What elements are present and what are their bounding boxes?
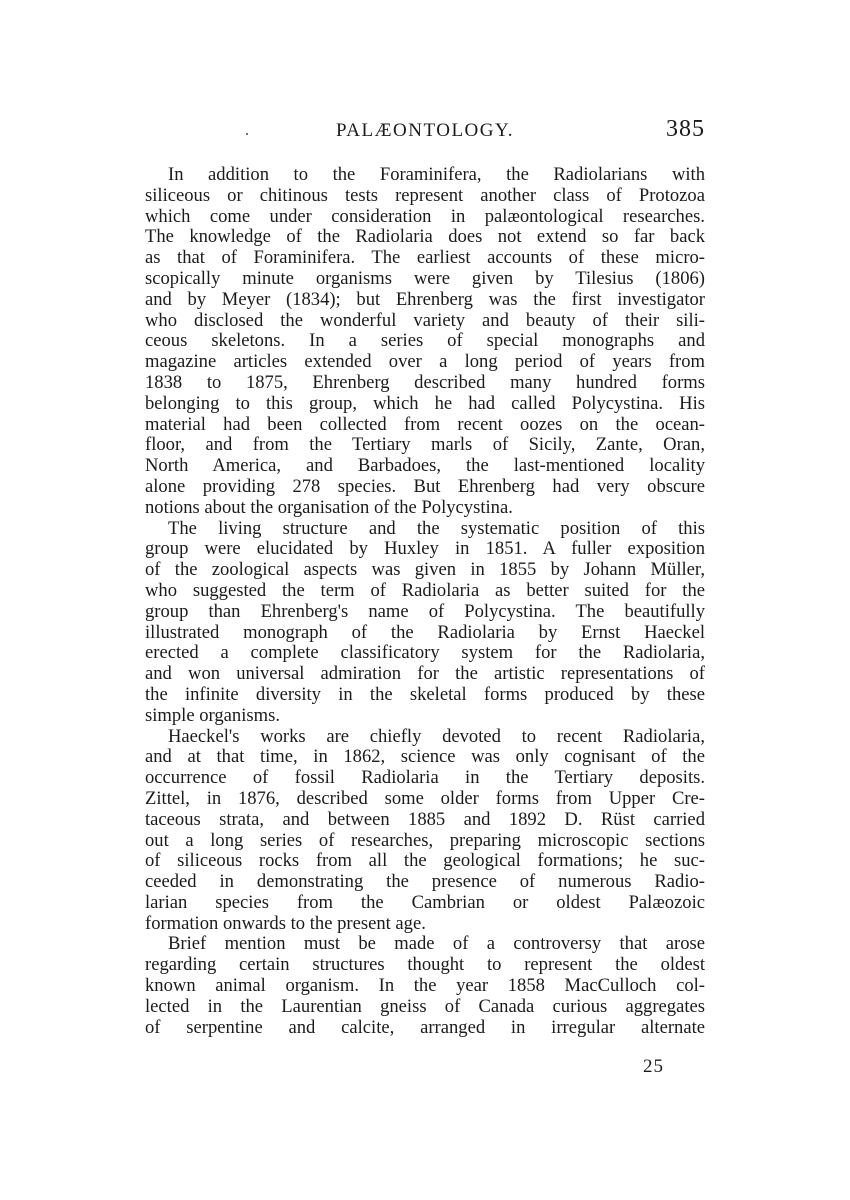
- text-line: alone providing 278 species. But Ehrenberg had very obscure: [145, 475, 705, 497]
- paragraph-living-structure: [145, 519, 705, 727]
- text-line: material had been collected from recent oozes on the ocean-: [145, 413, 705, 435]
- text-line: lected in the Laurentian gneiss of Canada curious aggregates: [145, 995, 705, 1017]
- text-line: siliceous or chitinous tests represent another class of Protozoa: [145, 184, 705, 206]
- text-line: who suggested the term of Radiolaria as better suited for the: [145, 579, 705, 601]
- text-line: erected a complete classificatory system for the Radiolaria,: [145, 642, 705, 664]
- text-line: and by Meyer (1834); but Ehrenberg was the first investigator: [145, 288, 705, 310]
- text-line: regarding certain structures thought to represent the oldest: [145, 954, 705, 976]
- text-line: of siliceous rocks from all the geological formations; he suc-: [145, 850, 705, 872]
- text-line: of the zoological aspects was given in 1855 by Johann Müller,: [145, 559, 705, 581]
- paragraph-radiolarians-intro: [145, 165, 705, 519]
- text-line: North America, and Barbadoes, the last-mentioned locality: [145, 455, 705, 477]
- text-line: formation onwards to the present age.: [145, 912, 426, 934]
- text-line: ceeded in demonstrating the presence of numerous Radio-: [145, 871, 705, 893]
- text-line: larian species from the Cambrian or oldest Palæozoic: [145, 891, 705, 913]
- running-head: [145, 116, 705, 150]
- text-line: as that of Foraminifera. The earliest accounts of these micro-: [145, 247, 705, 269]
- text-line: floor, and from the Tertiary marls of Sicily, Zante, Oran,: [145, 434, 705, 456]
- body-text: [145, 165, 705, 1038]
- text-line: out a long series of researches, preparing microscopic sections: [145, 829, 705, 851]
- page-number: 385: [666, 116, 705, 142]
- text-line: magazine articles extended over a long period of years from: [145, 351, 705, 373]
- text-line: known animal organism. In the year 1858 MacCulloch col-: [145, 975, 705, 997]
- text-line: Zittel, in 1876, described some older forms from Upper Cre-: [145, 787, 705, 809]
- text-line: The living structure and the systematic position of this: [168, 517, 705, 539]
- paragraph-haeckel-works: [145, 727, 705, 935]
- signature-mark: 25: [643, 1056, 664, 1077]
- text-line: simple organisms.: [145, 704, 280, 726]
- text-line: who disclosed the wonderful variety and beauty of their sili-: [145, 309, 705, 331]
- text-line: group than Ehrenberg's name of Polycystina. The beautifully: [145, 600, 705, 622]
- running-title: PALÆONTOLOGY.: [335, 120, 515, 141]
- text-line: 1838 to 1875, Ehrenberg described many hundred forms: [145, 371, 705, 393]
- text-line: and at that time, in 1862, science was only cognisant of the: [145, 746, 705, 768]
- text-line: occurrence of fossil Radiolaria in the Tertiary deposits.: [145, 767, 705, 789]
- text-line: The knowledge of the Radiolaria does not extend so far back: [145, 226, 705, 248]
- text-line: and won universal admiration for the artistic representations of: [145, 663, 705, 685]
- text-line: group were elucidated by Huxley in 1851. A fuller exposition: [145, 538, 705, 560]
- text-line: taceous strata, and between 1885 and 1892 D. Rüst carried: [145, 808, 705, 830]
- text-line: of serpentine and calcite, arranged in irregular alternate: [145, 1016, 705, 1038]
- text-line: the infinite diversity in the skeletal forms produced by these: [145, 683, 705, 705]
- text-line: scopically minute organisms were given by Tilesius (1806): [145, 267, 705, 289]
- text-line: ceous skeletons. In a series of special monographs and: [145, 330, 705, 352]
- text-line: belonging to this group, which he had called Polycystina. His: [145, 392, 705, 414]
- paragraph-controversy: [145, 934, 705, 1038]
- text-line: which come under consideration in palæontological researches.: [145, 205, 705, 227]
- text-line: In addition to the Foraminifera, the Radiolarians with: [168, 164, 705, 185]
- text-line: Brief mention must be made of a controversy that arose: [168, 933, 705, 955]
- text-line: illustrated monograph of the Radiolaria by Ernst Haeckel: [145, 621, 705, 643]
- text-line: Haeckel's works are chiefly devoted to recent Radiolaria,: [168, 725, 705, 747]
- text-line: notions about the organisation of the Polycystina.: [145, 496, 513, 518]
